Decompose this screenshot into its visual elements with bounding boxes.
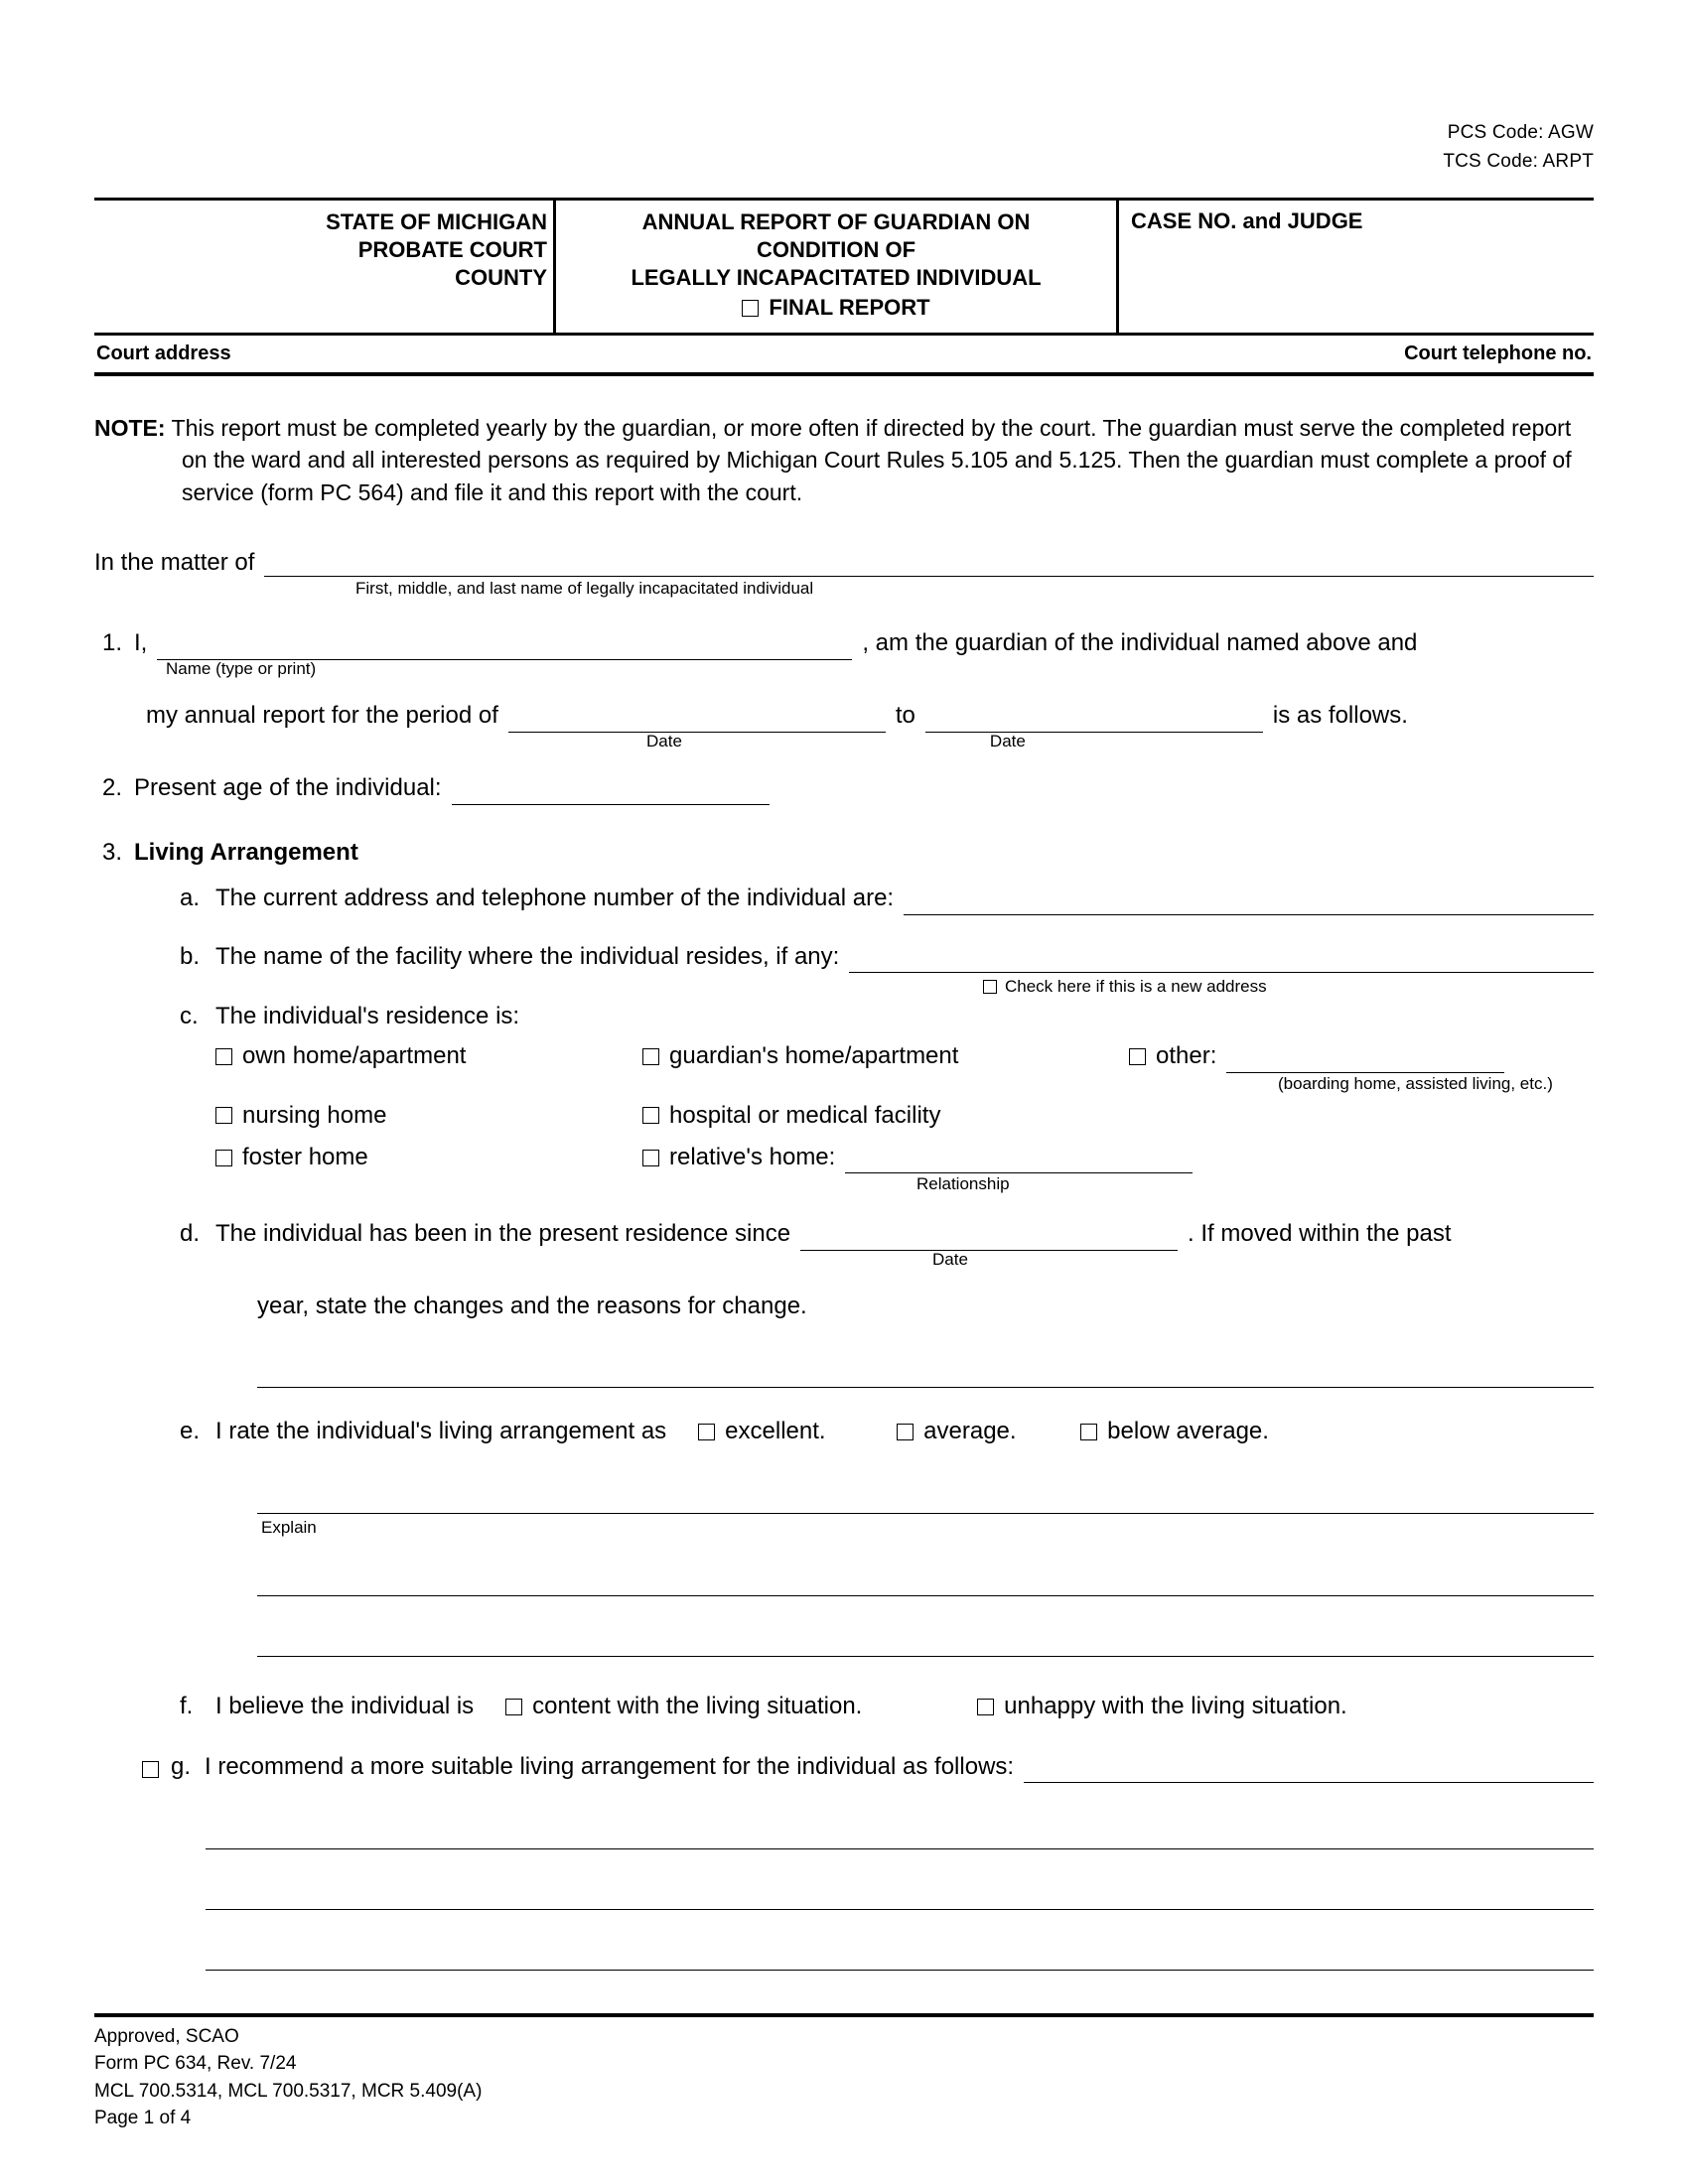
item-3f-letter: f. <box>180 1693 194 1720</box>
other-residence-checkbox[interactable] <box>1129 1048 1146 1065</box>
form-header-table <box>94 198 1594 336</box>
header-title-block <box>556 201 1119 333</box>
item-3d-tail: . If moved within the past <box>1188 1220 1452 1248</box>
other-residence-field[interactable] <box>1226 1048 1504 1073</box>
footer-mcl: MCL 700.5314, MCL 700.5317, MCR 5.409(A) <box>94 2080 483 2102</box>
court-address-label: Court address <box>96 341 231 364</box>
explain-line-2[interactable] <box>257 1571 1594 1596</box>
relative-home-checkbox[interactable] <box>642 1150 659 1166</box>
period-from-date-caption: Date <box>646 731 682 751</box>
relationship-field[interactable] <box>845 1149 1193 1173</box>
residence-option-foster-home[interactable] <box>215 1142 642 1173</box>
item-3d-line2: year, state the changes and the reasons for change. <box>257 1293 807 1320</box>
item-1-after-name: , am the guardian of the individual named above and <box>862 629 1418 657</box>
foster-home-label: foster home <box>242 1144 368 1171</box>
individual-name-caption: First, middle, and last name of legally incapacitated individual <box>355 578 814 598</box>
tcs-code: TCS Code: ARPT <box>1443 150 1594 172</box>
item-3e-letter: e. <box>180 1417 201 1444</box>
item-3d-label: The individual has been in the present residence since <box>215 1220 791 1248</box>
content-label: content with the living situation. <box>532 1693 863 1720</box>
content-checkbox[interactable] <box>505 1699 522 1715</box>
new-address-note: Check here if this is a new address <box>1005 977 1267 996</box>
guardian-name-field[interactable] <box>157 635 852 660</box>
average-label: average. <box>923 1417 1017 1444</box>
current-address-phone-field[interactable] <box>904 890 1594 915</box>
facility-name-field[interactable] <box>849 948 1594 973</box>
guardian-home-checkbox[interactable] <box>642 1048 659 1065</box>
final-report-row[interactable] <box>566 294 1106 322</box>
item-3g-label: I recommend a more suitable living arrangement for the individual as follows: <box>205 1752 1015 1780</box>
county-label: COUNTY <box>455 265 547 291</box>
rating-option-below-average[interactable] <box>1080 1416 1269 1447</box>
recommend-field[interactable] <box>1024 1758 1594 1783</box>
item-3d-answer-line[interactable] <box>257 1363 1594 1388</box>
recommend-line-2[interactable] <box>206 1885 1594 1910</box>
recommend-checkbox[interactable] <box>142 1761 159 1778</box>
item-3f-label: I believe the individual is <box>215 1693 475 1720</box>
recommend-line-1[interactable] <box>206 1825 1594 1849</box>
item-1-tail: is as follows. <box>1272 702 1408 730</box>
own-home-label: own home/apartment <box>242 1042 467 1070</box>
item-3g-letter: g. <box>171 1752 192 1780</box>
pcs-code: PCS Code: AGW <box>1447 122 1594 143</box>
individual-name-field[interactable] <box>264 552 1594 577</box>
residence-option-hospital[interactable] <box>642 1100 940 1132</box>
item-3a-label: The current address and telephone number of the individual are: <box>215 885 895 912</box>
header-case-block <box>1119 201 1594 333</box>
average-checkbox[interactable] <box>897 1424 914 1440</box>
residence-option-own-home[interactable] <box>215 1040 642 1072</box>
period-from-date-field[interactable] <box>508 708 886 733</box>
guardian-name-caption: Name (type or print) <box>166 658 317 678</box>
court-telephone-label: Court telephone no. <box>1404 341 1592 364</box>
relative-home-label: relative's home: <box>669 1144 836 1171</box>
explain-line-1[interactable] <box>257 1489 1594 1514</box>
page-footer <box>94 2013 1594 2132</box>
note-label: NOTE: <box>94 414 166 441</box>
foster-home-checkbox[interactable] <box>215 1150 232 1166</box>
residence-option-relative-home[interactable] <box>642 1142 835 1173</box>
title-line-3: LEGALLY INCAPACITATED INDIVIDUAL <box>631 265 1042 291</box>
excellent-label: excellent. <box>725 1417 826 1444</box>
residence-option-nursing-home[interactable] <box>215 1100 642 1132</box>
item-1-number: 1. <box>101 629 122 657</box>
in-the-matter-of-row <box>94 549 1594 577</box>
recommend-line-3[interactable] <box>206 1946 1594 1971</box>
item-3e-label: I rate the individual's living arrangement as <box>215 1417 667 1444</box>
new-address-checkbox[interactable] <box>983 980 997 994</box>
item-2-number: 2. <box>101 774 122 802</box>
note-text: This report must be completed yearly by the guardian, or more often if directed by the court. The guardian must serve the completed report on the ward and all interested persons as required by Michigan Court Rules 5.105 and 5.125. Then the guardian must complete a proof of service (form PC 564) and file it and this report with the court. <box>171 414 1572 505</box>
item-1-lead: I, <box>134 629 148 657</box>
final-report-checkbox[interactable] <box>742 300 759 317</box>
court-address-row <box>94 336 1594 372</box>
residence-since-date-caption: Date <box>932 1249 968 1269</box>
note-block <box>94 412 1594 509</box>
residence-option-guardian-home[interactable] <box>642 1040 1129 1072</box>
item-1-period-lead: my annual report for the period of <box>146 702 498 730</box>
residence-option-other[interactable] <box>1129 1040 1216 1072</box>
header-court-block <box>94 201 556 333</box>
residence-since-date-field[interactable] <box>800 1226 1178 1251</box>
item-3-number: 3. <box>101 838 122 866</box>
item-3b-label: The name of the facility where the individual resides, if any: <box>215 942 840 970</box>
code-block <box>94 0 1594 176</box>
explain-line-3[interactable] <box>257 1632 1594 1657</box>
period-to-date-caption: Date <box>989 731 1026 751</box>
item-3c-label: The individual's residence is: <box>215 1002 520 1029</box>
state-label: STATE OF MICHIGAN <box>326 209 547 234</box>
guardian-home-label: guardian's home/apartment <box>669 1042 959 1070</box>
final-report-label: FINAL REPORT <box>769 295 930 321</box>
below-average-label: below average. <box>1107 1417 1269 1444</box>
explain-caption: Explain <box>261 1518 317 1538</box>
case-no-judge-label: CASE NO. and JUDGE <box>1131 208 1363 233</box>
nursing-home-checkbox[interactable] <box>215 1107 232 1124</box>
own-home-checkbox[interactable] <box>215 1048 232 1065</box>
hospital-checkbox[interactable] <box>642 1107 659 1124</box>
header-bottom-rule <box>94 372 1594 376</box>
item-3a-letter: a. <box>180 885 201 912</box>
hospital-label: hospital or medical facility <box>669 1101 941 1129</box>
feeling-option-content[interactable] <box>505 1691 977 1722</box>
below-average-checkbox[interactable] <box>1080 1424 1097 1440</box>
unhappy-label: unhappy with the living situation. <box>1004 1693 1347 1720</box>
footer-page: Page 1 of 4 <box>94 2108 192 2129</box>
in-the-matter-of-label: In the matter of <box>94 548 255 576</box>
item-3d-letter: d. <box>180 1220 201 1248</box>
other-residence-label: other: <box>1156 1042 1217 1070</box>
excellent-checkbox[interactable] <box>698 1424 715 1440</box>
footer-approved: Approved, SCAO <box>94 2025 239 2047</box>
rating-option-excellent[interactable] <box>698 1416 897 1447</box>
rating-option-average[interactable] <box>897 1416 1080 1447</box>
title-line-2: CONDITION OF <box>756 237 916 263</box>
unhappy-checkbox[interactable] <box>977 1699 994 1715</box>
title-line-1: ANNUAL REPORT OF GUARDIAN ON <box>641 209 1031 234</box>
feeling-option-unhappy[interactable] <box>977 1691 1347 1722</box>
item-3c-letter: c. <box>180 1002 199 1029</box>
present-age-field[interactable] <box>452 780 770 805</box>
item-1-to: to <box>895 702 915 730</box>
period-to-date-field[interactable] <box>925 708 1263 733</box>
footer-form: Form PC 634, Rev. 7/24 <box>94 2053 297 2075</box>
nursing-home-label: nursing home <box>242 1101 387 1129</box>
item-2-label: Present age of the individual: <box>134 774 442 802</box>
relationship-caption: Relationship <box>916 1174 1010 1194</box>
other-residence-caption: (boarding home, assisted living, etc.) <box>1278 1073 1553 1093</box>
living-arrangement-heading: Living Arrangement <box>134 838 358 866</box>
probate-court-label: PROBATE COURT <box>357 237 547 263</box>
item-3b-letter: b. <box>180 942 201 970</box>
